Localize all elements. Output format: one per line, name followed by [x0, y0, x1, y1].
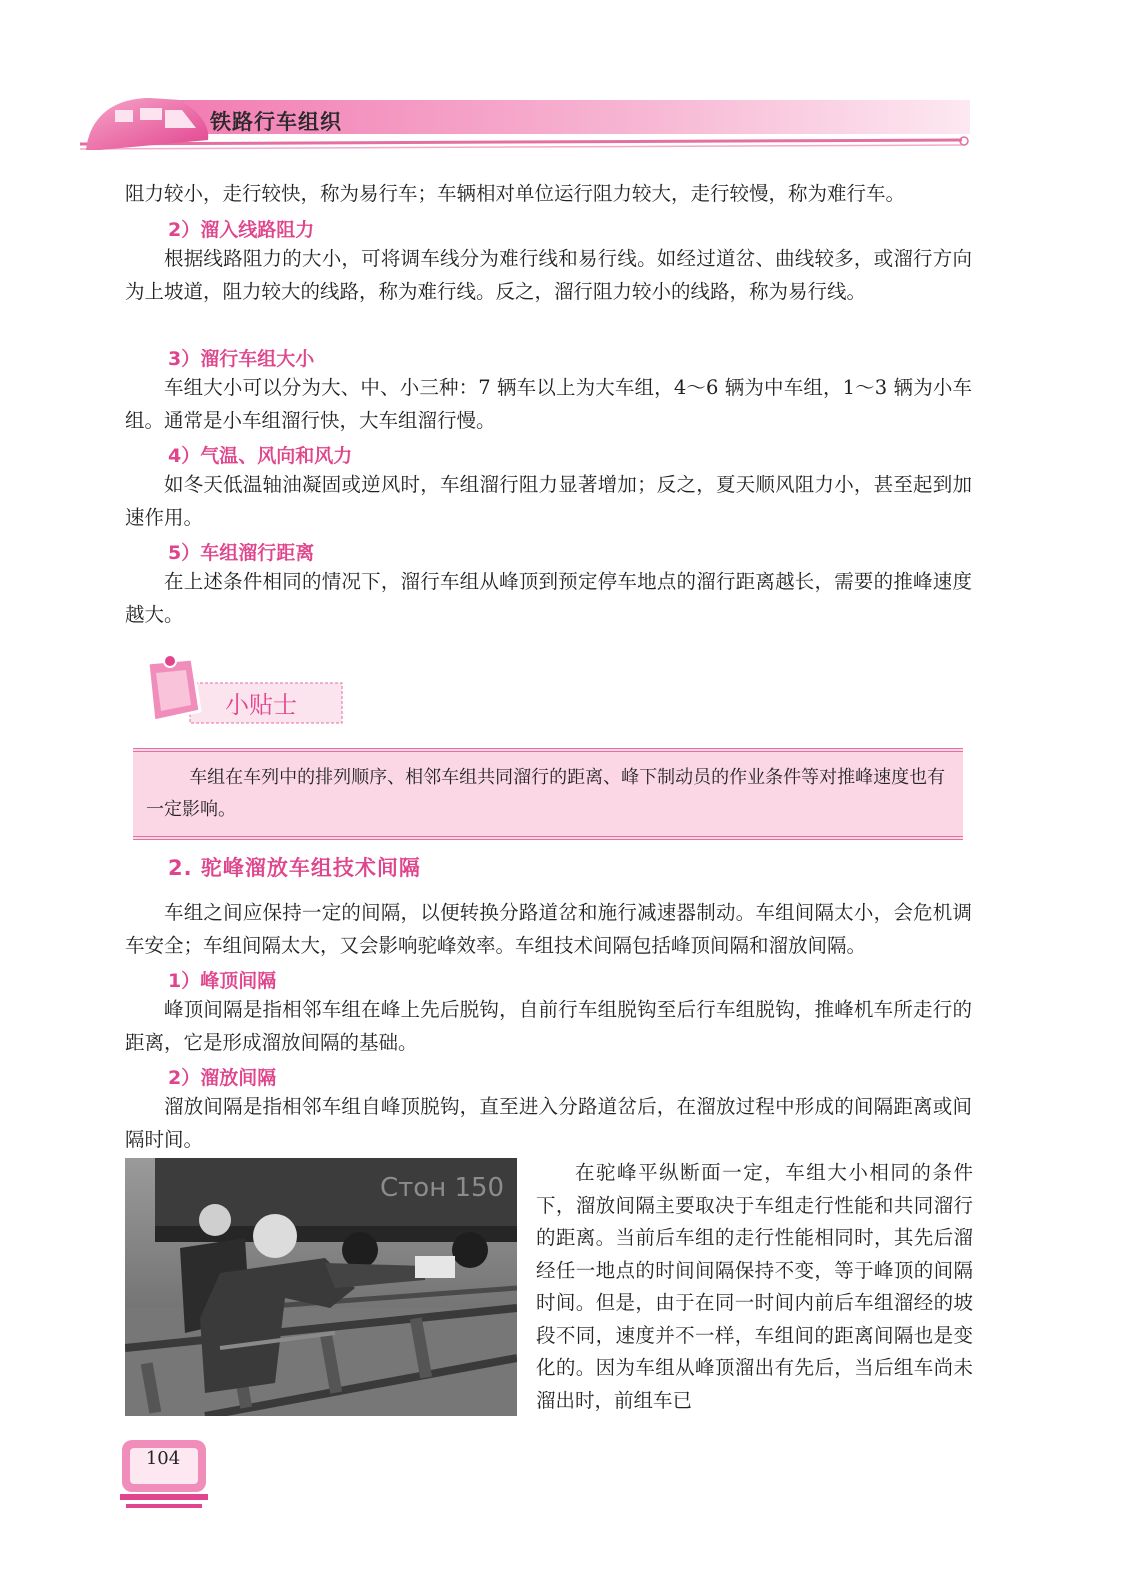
paragraph-line-resistance: 根据线路阻力的大小，可将调车线分为难行线和易行线。如经过道岔、曲线较多，或溜行方向为上坡道，阻力较大的线路，称为难行线。反之，溜行阻力较小的线路，称为易行线。 [125, 247, 972, 303]
tip-label-graphic [130, 655, 350, 735]
page-number: 104 [145, 1448, 181, 1469]
paragraph-top-interval: 峰顶间隔是指相邻车组在峰上先后脱钩，自前行车组脱钩至后行车组脱钩，推峰机车所走行的距离，它是形成溜放间隔的基础。 [125, 998, 972, 1054]
car-number-text: Стон 150 [380, 1173, 505, 1203]
page-header [0, 0, 1127, 170]
paragraph-interval-analysis: 在驼峰平纵断面一定，车组大小相同的条件下，溜放间隔主要取决于车组走行性能和共同溜行的距离。当前后车组的走行性能相同时，其先后溜经任一地点的时间间隔保持不变，等于峰顶的间隔时间。但是，由于在同一时间内前后车组溜经的坡段不同，速度并不一样，车组间的距离间隔也是变化的。因为车组从峰顶溜出有先后，当后组车尚未溜出时，前组车已 [536, 1161, 973, 1412]
page-number-badge [116, 1434, 212, 1514]
paragraph-weather: 如冬天低温轴油凝固或逆风时，车组溜行阻力显著增加；反之，夏天顺风阻力小，甚至起到加速作用。 [125, 473, 972, 529]
paragraph-distance: 在上述条件相同的情况下，溜行车组从峰顶到预定停车地点的溜行距离越长，需要的推峰速度越大。 [125, 570, 972, 626]
subheading-weather: 4）气温、风向和风力 [168, 445, 353, 467]
book-title: 铁路行车组织 [210, 110, 342, 134]
paragraph-continued: 阻力较小，走行较快，称为易行车；车辆相对单位运行阻力较大，走行较慢，称为难行车。 [125, 182, 906, 205]
train-header-graphic [0, 0, 1127, 170]
paragraph-group-size: 车组大小可以分为大、中、小三种：7 辆车以上为大车组，4～6 辆为中车组，1～3 辆为小车组。通常是小车组溜行快，大车组溜行慢。 [125, 376, 972, 432]
subheading-top-interval: 1）峰顶间隔 [168, 970, 277, 992]
subheading-group-size: 3）溜行车组大小 [168, 348, 315, 370]
photo-workers-on-track [125, 1158, 517, 1416]
section-title: 2. 驼峰溜放车组技术间隔 [168, 856, 421, 880]
tip-text: 车组在车列中的排列顺序、相邻车组共同溜行的距离、峰下制动员的作业条件等对推峰速度也有一定影响。 [146, 767, 946, 820]
paragraph-section-intro: 车组之间应保持一定的间隔，以便转换分路道岔和施行减速器制动。车组间隔太小，会危机调车安全；车组间隔太大，又会影响驼峰效率。车组技术间隔包括峰顶间隔和溜放间隔。 [125, 901, 972, 957]
tip-label: 小贴士 [225, 691, 297, 719]
subheading-distance: 5）车组溜行距离 [168, 542, 315, 564]
subheading-release-interval: 2）溜放间隔 [168, 1067, 277, 1089]
paragraph-release-interval: 溜放间隔是指相邻车组自峰顶脱钩，直至进入分路道岔后，在溜放过程中形成的间隔距离或间隔时间。 [125, 1095, 972, 1151]
subheading-line-resistance: 2）溜入线路阻力 [168, 219, 315, 241]
